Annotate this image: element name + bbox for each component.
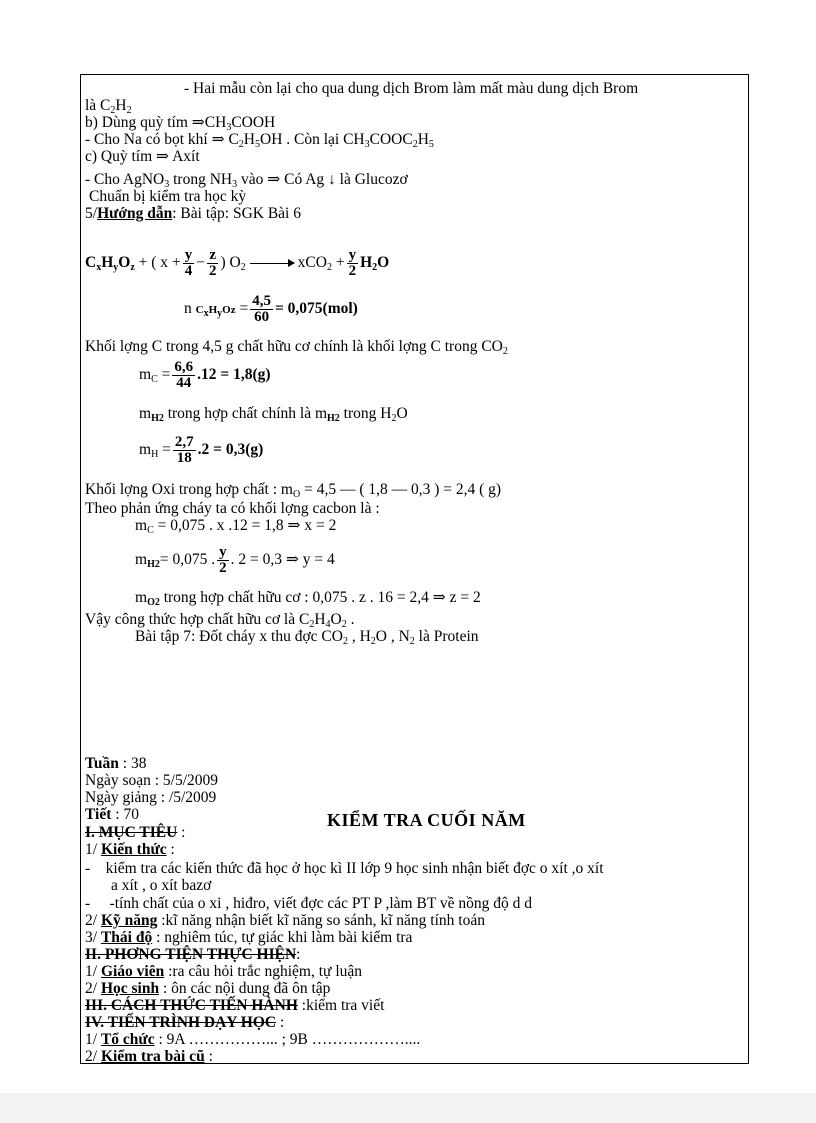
subsection-heading: 2/ Học sinh : ôn các nội dung đã ôn tập bbox=[85, 980, 331, 997]
text-line: Vậy công thức hợp chất hữu cơ là $C_2H_4O_2$ . bbox=[85, 611, 355, 630]
section-heading: IV. TIẾN TRÌNH DẠY HỌC : bbox=[85, 1014, 285, 1031]
section-heading: III. CÁCH THỨC TIẾN HÀNH :kiểm tra viết bbox=[85, 997, 385, 1014]
text-line: $m_C = 0,075$ . x .12 = 1,8 ⇒ x = 2 bbox=[135, 517, 337, 536]
text-line: $m_{H2}= 0,075$ . $\frac{y}{2}$ . 2 = 0,3 ⇒ y = 4 bbox=[135, 543, 335, 576]
period-line: Tiết : 70 bbox=[85, 806, 139, 823]
text-line: $m_{O2}$ trong hợp chất hữu cơ : 0,075 . z . 16 = 2,4 ⇒ z = 2 bbox=[135, 589, 481, 608]
page-bottom-band bbox=[0, 1093, 816, 1123]
implies-arrow-icon: ⇒ bbox=[211, 131, 225, 148]
text-line: - Hai mẫu còn lại cho qua dung dịch Brom làm mất màu dung dịch Brom bbox=[184, 80, 639, 97]
text-line: - Cho Na có bọt khí ⇒ $C_2H_5OH$ . Còn lại $CH_3COOC_2H_5$ bbox=[85, 131, 434, 150]
text-line: b) Dùng quỳ tím $\Rightarrow CH_3COOH$ bbox=[85, 114, 276, 133]
page-frame bbox=[80, 74, 749, 1064]
text-line: $m_{H2}$ trong hợp chất chính là $m_{H2}$ trong $H_2O$ bbox=[139, 405, 408, 424]
text-line: 5/Hướng dẫn: Bài tập: SGK Bài 6 bbox=[85, 205, 301, 222]
reaction-arrow-icon bbox=[250, 263, 294, 264]
week-line: Tuần : 38 bbox=[85, 755, 147, 772]
text-line: c) Quỳ tím ⇒ Axít bbox=[85, 148, 200, 165]
subsection-heading: 1/ Tổ chức : 9A ……………... ; 9B ……………….... bbox=[85, 1031, 421, 1048]
subsection-heading: 2/ Kỹ năng :kĩ năng nhận biết kĩ năng so sánh, kĩ năng tính toán bbox=[85, 912, 485, 929]
text-line: - Cho AgNO$_3$ trong $NH_3$ vào ⇒ Có Ag ↓ là Glucozơ bbox=[85, 171, 408, 190]
list-item: - kiểm tra các kiến thức đã học ở học kì II lớp 9 học sinh nhận biết đợc o xít ,o xít bbox=[85, 860, 604, 877]
equation-combustion: $C_xH_yO_z$ + ( x + $\frac{y}{4}$ − $\frac{z}{2}$ ) $O_2$ xCO$_2$ + $\frac{y}{2}$ $H_2O$ bbox=[85, 246, 390, 279]
equation-mass-carbon: $m_C$ = $\frac{6,6}{44}$ .12 = 1,8(g) bbox=[139, 358, 271, 391]
equation-moles: n $C_xH_yOz$ = $\frac{4,5}{60}$ = 0,075(mol) bbox=[184, 292, 358, 325]
implies-arrow-icon: ⇒ bbox=[432, 589, 446, 606]
subsection-heading: 1/ Giáo viên :ra câu hỏi trắc nghiệm, tự luận bbox=[85, 963, 363, 980]
equation-mass-hydrogen: $m_H$ = $\frac{2,7}{18}$ .2 = 0,3(g) bbox=[139, 433, 264, 466]
text-line: Theo phản ứng cháy ta có khối lợng cacbon là : bbox=[85, 500, 380, 517]
text-line: là $C_2H_2$ bbox=[85, 97, 132, 116]
text-line: Khối lợng C trong 4,5 g chất hữu cơ chính là khối lợng C trong $CO_2$ bbox=[85, 338, 508, 357]
text-line: Bài tập 7: Đốt cháy x thu đợc $CO_2$ , $H_2O$ , $N_2$ là Protein bbox=[135, 628, 479, 647]
implies-arrow-icon: ⇒ bbox=[191, 114, 205, 131]
implies-arrow-icon: ⇒ bbox=[285, 551, 299, 568]
implies-arrow-icon: ⇒ bbox=[267, 171, 281, 188]
text-line: Khối lợng Oxi trong hợp chất : $m_O = 4,5$ — ( 1,8 — 0,3 ) = 2,4 ( g) bbox=[85, 481, 502, 500]
section-heading: I. MỤC TIÊU : bbox=[85, 824, 186, 841]
list-item: a xít , o xít bazơ bbox=[111, 877, 212, 894]
implies-arrow-icon: ⇒ bbox=[156, 148, 170, 165]
page-title: KIỂM TRA CUỐI NĂM bbox=[327, 810, 526, 830]
teach-date-line: Ngày giảng : /5/2009 bbox=[85, 789, 217, 806]
subsection-heading: 1/ Kiến thức : bbox=[85, 841, 175, 858]
subsection-heading: 3/ Thái độ : nghiêm túc, tự giác khi làm bài kiểm tra bbox=[85, 929, 413, 946]
down-arrow-icon: ↓ bbox=[328, 171, 336, 188]
section-heading: II. PHƠNG TIỆN THỰC HIỆN: bbox=[85, 946, 301, 963]
prep-date-line: Ngày soạn : 5/5/2009 bbox=[85, 772, 219, 789]
implies-arrow-icon: ⇒ bbox=[287, 517, 301, 534]
text-line: Chuẩn bị kiểm tra học kỳ bbox=[89, 188, 247, 205]
subsection-heading: 2/ Kiểm tra bài cũ : bbox=[85, 1048, 213, 1064]
list-item: - -tính chất của o xi , hiđro, viết đợc các PT P ,làm BT về nồng độ d d bbox=[85, 895, 533, 912]
